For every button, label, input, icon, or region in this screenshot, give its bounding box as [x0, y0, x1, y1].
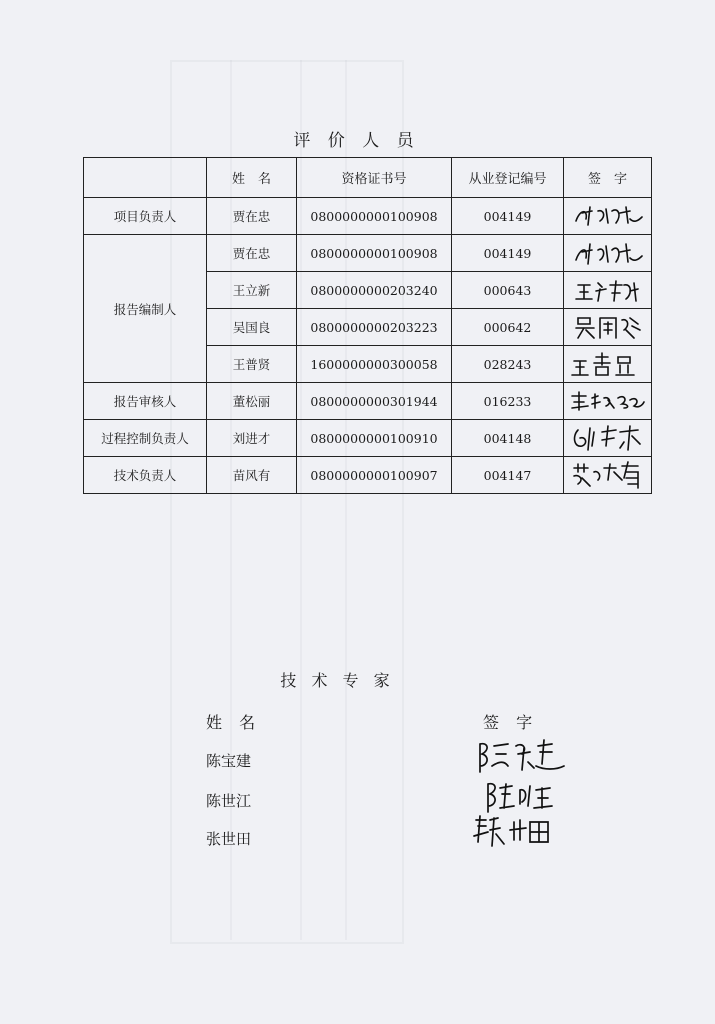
header-role [84, 158, 207, 198]
signature-cell [564, 235, 652, 272]
handwritten-signature [568, 422, 648, 454]
table-row [84, 383, 652, 420]
handwritten-signature [568, 238, 648, 268]
expert-name: 张世田 [206, 830, 252, 848]
experts-title: 技 术 专 家 [280, 671, 395, 690]
header-sign: 签 字 [564, 158, 652, 198]
expert-name: 陈宝建 [206, 752, 252, 770]
handwritten-signature [568, 201, 648, 231]
evaluators-title: 评 价 人 员 [293, 131, 420, 151]
cert-cell: 1600000000300058 [297, 346, 452, 383]
table-row [84, 235, 652, 272]
handwritten-signature [468, 812, 568, 852]
signature-cell [564, 383, 652, 420]
name-cell: 王普贤 [207, 346, 297, 383]
reg-cell: 004149 [452, 198, 564, 235]
reg-cell: 004147 [452, 457, 564, 494]
header-cert: 资格证书号 [297, 158, 452, 198]
cert-cell: 0800000000100908 [297, 235, 452, 272]
role-cell: 报告编制人 [84, 235, 207, 383]
signature-cell [564, 198, 652, 235]
reg-cell: 016233 [452, 383, 564, 420]
name-cell: 董松丽 [207, 383, 297, 420]
role-cell: 技术负责人 [84, 457, 207, 494]
signature-cell [564, 457, 652, 494]
table-row [84, 198, 652, 235]
reg-cell: 000643 [452, 272, 564, 309]
table-row [84, 457, 652, 494]
header-reg: 从业登记编号 [452, 158, 564, 198]
signature-cell [564, 272, 652, 309]
signature-cell [564, 420, 652, 457]
reg-cell: 004149 [452, 235, 564, 272]
handwritten-signature [568, 312, 648, 342]
cert-cell: 0800000000203240 [297, 272, 452, 309]
handwritten-signature [568, 458, 648, 492]
signature-cell [564, 309, 652, 346]
evaluators-table [83, 157, 652, 494]
reg-cell: 004148 [452, 420, 564, 457]
handwritten-signature [568, 386, 648, 416]
table-header-row [84, 158, 652, 198]
cert-cell: 0800000000100907 [297, 457, 452, 494]
name-cell: 贾在忠 [207, 235, 297, 272]
name-cell: 吴国良 [207, 309, 297, 346]
handwritten-signature [568, 349, 648, 379]
name-cell: 王立新 [207, 272, 297, 309]
experts-name-label: 姓 名 [206, 713, 262, 732]
role-cell: 报告审核人 [84, 383, 207, 420]
handwritten-signature [568, 275, 648, 305]
cert-cell: 0800000000100908 [297, 198, 452, 235]
name-cell: 刘进才 [207, 420, 297, 457]
cert-cell: 0800000000100910 [297, 420, 452, 457]
name-cell: 苗风有 [207, 457, 297, 494]
cert-cell: 0800000000203223 [297, 309, 452, 346]
handwritten-signature [472, 736, 572, 778]
header-name: 姓 名 [207, 158, 297, 198]
reg-cell: 028243 [452, 346, 564, 383]
role-cell: 过程控制负责人 [84, 420, 207, 457]
role-cell: 项目负责人 [84, 198, 207, 235]
signature-cell [564, 346, 652, 383]
expert-name: 陈世江 [206, 792, 252, 810]
reg-cell: 000642 [452, 309, 564, 346]
table-row [84, 420, 652, 457]
experts-sign-label: 签 字 [483, 713, 539, 732]
cert-cell: 0800000000301944 [297, 383, 452, 420]
name-cell: 贾在忠 [207, 198, 297, 235]
